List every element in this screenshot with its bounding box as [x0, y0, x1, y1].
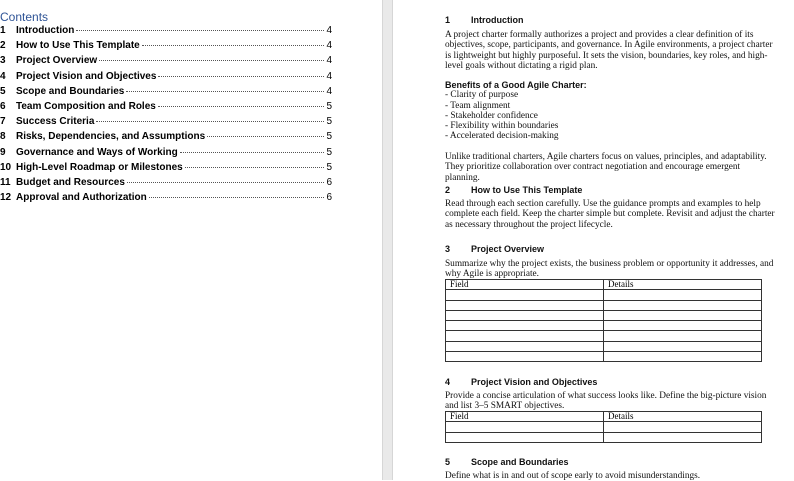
toc-number: 11 — [0, 177, 11, 188]
toc-entry[interactable] — [0, 71, 332, 85]
toc-label: Scope and Boundaries — [16, 85, 125, 97]
toc-label: Project Vision and Objectives — [16, 70, 157, 82]
vision-paragraph: Provide a concise articulation of what success looks like. Define the big-picture vision and list 3–5 SMART objectives. — [445, 391, 767, 412]
how-to-paragraph: Read through each section carefully. Use the guidance prompts and examples to help complete each field. Keep the charter simple but complete. Revisit and adjust the charter as necessary throughout the project lifecycle. — [445, 199, 775, 230]
column-header-details: Details — [604, 280, 762, 290]
table-cell[interactable] — [446, 432, 604, 442]
column-header-details: Details — [604, 412, 762, 422]
toc-number: 1 — [0, 25, 6, 36]
toc-page-number: 5 — [326, 116, 332, 128]
benefit-item: - Clarity of purpose — [445, 90, 519, 101]
scope-paragraph: Define what is in and out of scope early to avoid misunderstandings. — [445, 471, 701, 481]
toc-leader-dots — [142, 45, 325, 46]
toc-number: 9 — [0, 146, 6, 158]
toc-number: 12 — [0, 192, 12, 204]
toc-label: Approval and Authorization — [16, 192, 147, 204]
overview-paragraph: Summarize why the project exists, the business problem or opportunity it addresses, and why Agile is appropriate. — [445, 259, 774, 280]
toc-label: High-Level Roadmap or Milestones — [16, 161, 183, 173]
benefits-title: Benefits of a Good Agile Charter: — [445, 80, 587, 90]
toc-entry[interactable] — [0, 116, 332, 130]
page-gap — [382, 0, 393, 480]
table-cell[interactable] — [604, 341, 762, 351]
toc-leader-dots — [99, 60, 324, 61]
column-header-field: Field — [446, 280, 604, 290]
table-cell[interactable] — [604, 432, 762, 442]
toc-label: Project Overview — [16, 55, 98, 67]
right-page — [393, 0, 794, 480]
toc-entry[interactable] — [0, 162, 332, 176]
benefit-item: - Accelerated decision-making — [445, 131, 559, 142]
table-cell[interactable] — [446, 422, 604, 432]
toc-label: Team Composition and Roles — [16, 101, 156, 112]
table-cell[interactable] — [604, 352, 762, 362]
toc-page-number: 4 — [326, 70, 332, 82]
toc-number: 8 — [0, 131, 6, 143]
benefit-item: - Team alignment — [445, 100, 511, 111]
left-page — [0, 0, 382, 480]
agile-paragraph: Unlike traditional charters, Agile charters focus on values, principles, and adaptability. They prioritize collaboration over contract negotiation and encourage emergent planning. — [445, 152, 767, 183]
table-cell[interactable] — [446, 310, 604, 320]
toc-title: Contents — [0, 10, 49, 24]
heading-scope: 5 Scope and Boundaries — [445, 457, 569, 467]
toc-entry[interactable] — [0, 177, 332, 191]
table-cell[interactable] — [604, 300, 762, 310]
toc-page-number: 5 — [326, 101, 332, 112]
benefits-block — [445, 80, 777, 142]
toc-label: Success Criteria — [16, 116, 95, 128]
toc-number: 10 — [0, 161, 12, 173]
toc-leader-dots — [126, 91, 324, 92]
toc-entry[interactable] — [0, 147, 332, 161]
toc-page-number: 4 — [326, 25, 332, 36]
toc-leader-dots — [76, 30, 324, 31]
toc-leader-dots — [149, 197, 325, 198]
table-cell[interactable] — [446, 321, 604, 331]
toc-leader-dots — [180, 152, 325, 153]
toc-page-number: 4 — [326, 55, 332, 67]
toc-leader-dots — [185, 167, 325, 168]
toc-entry[interactable] — [0, 192, 332, 206]
toc-page-number: 4 — [326, 40, 332, 52]
heading-vision: 4 Project Vision and Objectives — [445, 377, 598, 387]
overview-table — [445, 279, 762, 362]
heading-project-overview: 3 Project Overview — [445, 244, 545, 254]
toc-page-number: 5 — [326, 146, 332, 158]
benefit-item: - Flexibility within boundaries — [445, 121, 559, 132]
toc-number: 4 — [0, 70, 6, 82]
toc-entry[interactable] — [0, 86, 332, 100]
toc-page-number: 5 — [326, 131, 332, 143]
vision-table — [445, 411, 762, 443]
column-header-field: Field — [446, 412, 604, 422]
toc-label: How to Use This Template — [16, 40, 140, 52]
toc-number: 7 — [0, 116, 6, 128]
table-cell[interactable] — [604, 321, 762, 331]
toc-entry[interactable] — [0, 25, 332, 39]
table-cell[interactable] — [446, 341, 604, 351]
toc-leader-dots — [158, 76, 324, 77]
toc-leader-dots — [158, 106, 325, 107]
benefit-item: - Stakeholder confidence — [445, 110, 538, 121]
toc-entry[interactable] — [0, 131, 332, 145]
toc-label: Budget and Resources — [16, 177, 125, 188]
toc-page-number: 4 — [326, 85, 332, 97]
toc-leader-dots — [207, 136, 324, 137]
toc-number: 2 — [0, 40, 6, 52]
table-cell[interactable] — [604, 331, 762, 341]
toc-entry[interactable] — [0, 101, 332, 115]
toc-label: Governance and Ways of Working — [16, 146, 178, 158]
toc-number: 5 — [0, 85, 6, 97]
table-cell[interactable] — [446, 352, 604, 362]
table-cell[interactable] — [446, 300, 604, 310]
heading-introduction: 1 Introduction — [445, 15, 524, 25]
toc-number: 6 — [0, 101, 6, 112]
intro-paragraph: A project charter formally authorizes a project and provides a clear definition of its objectives, scope, participants, and governance. In Agile environments, a project charter is lightweight but highly purposeful. It sets the vision, boundaries, key roles, and high-level goals without dictating a rigid plan. — [445, 30, 773, 71]
toc-label: Risks, Dependencies, and Assumptions — [16, 131, 206, 143]
heading-how-to-use: 2 How to Use This Template — [445, 185, 583, 195]
table-cell[interactable] — [604, 422, 762, 432]
table-cell[interactable] — [604, 310, 762, 320]
toc-entry[interactable] — [0, 55, 332, 69]
toc-number: 3 — [0, 55, 6, 67]
toc-page-number: 6 — [326, 177, 332, 188]
toc-entry[interactable] — [0, 40, 332, 54]
toc-label: Introduction — [16, 25, 75, 36]
toc-leader-dots — [127, 182, 325, 183]
toc-page-number: 5 — [326, 161, 332, 173]
toc-page-number: 6 — [326, 192, 332, 204]
table-cell[interactable] — [446, 331, 604, 341]
table-cell[interactable] — [604, 290, 762, 300]
toc-leader-dots — [96, 121, 324, 122]
table-cell[interactable] — [446, 290, 604, 300]
